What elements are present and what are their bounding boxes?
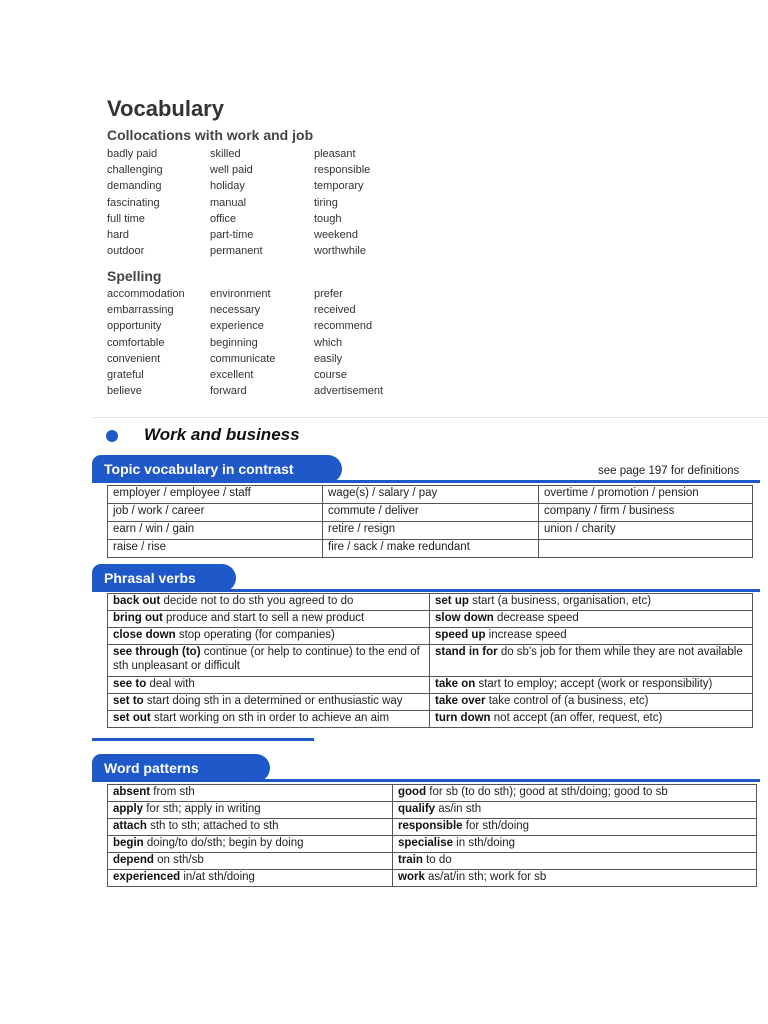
term: depend [113,854,154,866]
phrasal-bottom-line [92,738,314,741]
table-cell [430,711,753,728]
table-cell [108,836,393,853]
term: begin [113,837,144,849]
vocab-word: hard [107,229,130,242]
table-cell [108,853,393,870]
table-row [108,694,753,711]
definition: decide not to do sth you agreed to do [160,595,354,607]
definition: start to employ; accept (work or responsibility) [475,678,713,690]
table-row [108,677,753,694]
word-patterns-tab-label: Word patterns [104,760,199,776]
table-cell: wage(s) / salary / pay [323,486,539,504]
definition: as/in sth [435,803,482,815]
table-cell [393,836,757,853]
vocab-word: forward [210,385,247,398]
term: attach [113,820,147,832]
definition: on sth/sb [153,854,204,866]
table-cell: job / work / career [108,504,323,522]
table-cell [430,677,753,694]
table-cell: fire / sack / make redundant [323,540,539,558]
definition: to do [422,854,452,866]
term: turn down [435,712,491,724]
term: qualify [398,803,436,815]
table-row [108,540,753,558]
vocab-word: experience [210,320,264,333]
term: work [398,871,425,883]
vocab-word: course [314,369,348,382]
topic-vocabulary-table [107,485,753,558]
table-cell [108,819,393,836]
vocab-word: office [210,212,237,225]
definition: in/at sth/doing [180,871,255,883]
phrasal-tab-line [92,589,760,592]
vocab-word: well paid [210,164,253,177]
term: good [398,786,427,798]
term: take on [435,678,476,690]
definition: sth to sth; attached to sth [146,820,279,832]
vocab-word: weekend [314,229,359,242]
definition: stop operating (for companies) [175,629,335,641]
work-business-title: Work and business [144,425,300,444]
table-cell [430,645,753,677]
table-cell [393,819,757,836]
word-patterns-tab [92,754,270,782]
vocab-word: skilled [210,148,241,160]
definition: for sth/doing [462,820,530,832]
table-cell: retire / resign [323,522,539,540]
table-cell: commute / deliver [323,504,539,522]
table-row [108,711,753,728]
table-cell [108,677,430,694]
definition: start doing sth in a determined or enthusiastic way [143,695,403,707]
vocab-word: communicate [210,352,276,365]
term: stand in for [435,646,498,658]
section-divider [92,417,768,418]
term: speed up [435,629,486,641]
table-cell [108,594,430,611]
table-row [108,611,753,628]
definition: doing/to do/sth; begin by doing [143,837,304,849]
term: bring out [113,612,163,624]
term: see through (to) [113,646,201,658]
bullet-icon [106,430,118,442]
term: set up [435,595,469,607]
vocab-word: advertisement [314,385,384,398]
definition: decrease speed [493,612,579,624]
vocab-word: received [314,304,356,317]
definition: continue (or help to continue) to the end of sth unpleasant or difficult [113,646,424,672]
table-cell [108,870,393,887]
vocab-word: beginning [210,336,258,349]
vocab-word: badly paid [107,148,158,160]
vocab-word: environment [210,288,271,300]
topic-tab-line [92,480,760,483]
vocab-word: convenient [107,352,161,365]
table-row [108,486,753,504]
topic-vocabulary-tab [92,455,342,483]
spelling-word-list [107,286,434,399]
term: apply [113,803,144,815]
vocab-word: opportunity [107,320,162,333]
vocab-word: believe [107,385,142,398]
table-cell: union / charity [539,522,753,540]
definitions-note: see page 197 for definitions [598,465,740,477]
term: set to [113,695,144,707]
term: specialise [398,837,453,849]
definition: as/at/in sth; work for sb [424,871,547,883]
vocab-word: comfortable [107,336,165,349]
term: slow down [435,612,494,624]
definition: do sb's job for them while they are not available [497,646,743,658]
term: responsible [398,820,463,832]
vocab-word: worthwhile [314,245,366,258]
topic-vocabulary-tab-label: Topic vocabulary in contrast [104,461,294,477]
term: experienced [113,871,181,883]
table-row [108,594,753,611]
vocab-word: outdoor [107,245,145,258]
word-patterns-table [107,784,757,887]
table-row [108,853,757,870]
table-cell [430,611,753,628]
table-cell [108,802,393,819]
collocations-heading: Collocations with work and job [107,127,314,143]
vocab-word: permanent [210,245,263,258]
definition: start (a business, organisation, etc) [468,595,652,607]
table-cell [108,785,393,802]
table-cell [393,870,757,887]
vocab-word: necessary [210,304,261,317]
table-cell: raise / rise [108,540,323,558]
vocab-word: holiday [210,180,245,193]
vocab-word: fascinating [107,196,160,209]
definition: from sth [150,786,195,798]
vocab-word: tough [314,212,342,225]
table-cell [108,711,430,728]
definition: increase speed [485,629,567,641]
table-cell [108,645,430,677]
term: see to [113,678,147,690]
vocab-word: embarrassing [107,304,174,317]
vocab-word: excellent [210,369,254,382]
vocab-word: demanding [107,180,162,193]
vocab-word: accommodation [107,288,185,300]
table-row [108,628,753,645]
table-cell [108,694,430,711]
table-cell [108,628,430,645]
table-row [108,645,753,677]
table-cell: employer / employee / staff [108,486,323,504]
term: close down [113,629,176,641]
term: absent [113,786,151,798]
table-row [108,504,753,522]
vocab-word: pleasant [314,148,356,160]
term: set out [113,712,151,724]
vocab-word: full time [107,212,145,225]
definition: not accept (an offer, request, etc) [490,712,663,724]
definition: start working on sth in order to achieve an aim [150,712,390,724]
definition: for sb (to do sth); good at sth/doing; good to sb [426,786,668,798]
term: back out [113,595,161,607]
table-cell [393,802,757,819]
table-cell [108,611,430,628]
phrasal-verbs-tab-label: Phrasal verbs [104,570,196,586]
definition: produce and start to sell a new product [162,612,365,624]
vocab-word: which [314,336,343,349]
vocab-word: manual [210,196,247,209]
vocab-word: tiring [314,196,338,209]
phrasal-verbs-tab [92,564,236,592]
table-cell [430,594,753,611]
definition: in sth/doing [452,837,515,849]
page-title: Vocabulary [107,96,224,121]
term: train [398,854,423,866]
table-cell [430,628,753,645]
patterns-tab-line [92,779,760,782]
table-cell [539,540,753,558]
table-row [108,870,757,887]
table-cell: earn / win / gain [108,522,323,540]
vocab-word: part-time [210,229,254,242]
spelling-heading: Spelling [107,268,162,284]
table-row [108,819,757,836]
definition: deal with [146,678,195,690]
vocab-word: recommend [314,320,373,333]
table-row [108,522,753,540]
collocations-word-list [107,146,434,259]
definition: take control of (a business, etc) [485,695,649,707]
phrasal-verbs-table [107,593,753,728]
table-cell [393,785,757,802]
vocab-word: responsible [314,164,371,177]
vocab-word: challenging [107,164,163,177]
definition: for sth; apply in writing [143,803,261,815]
table-row [108,802,757,819]
table-cell: overtime / promotion / pension [539,486,753,504]
table-row [108,785,757,802]
term: take over [435,695,486,707]
table-row [108,836,757,853]
vocab-word: grateful [107,369,144,382]
table-cell: company / firm / business [539,504,753,522]
vocab-word: easily [314,352,343,365]
vocab-word: prefer [314,288,343,300]
vocab-word: temporary [314,180,364,193]
table-cell [393,853,757,870]
table-cell [430,694,753,711]
